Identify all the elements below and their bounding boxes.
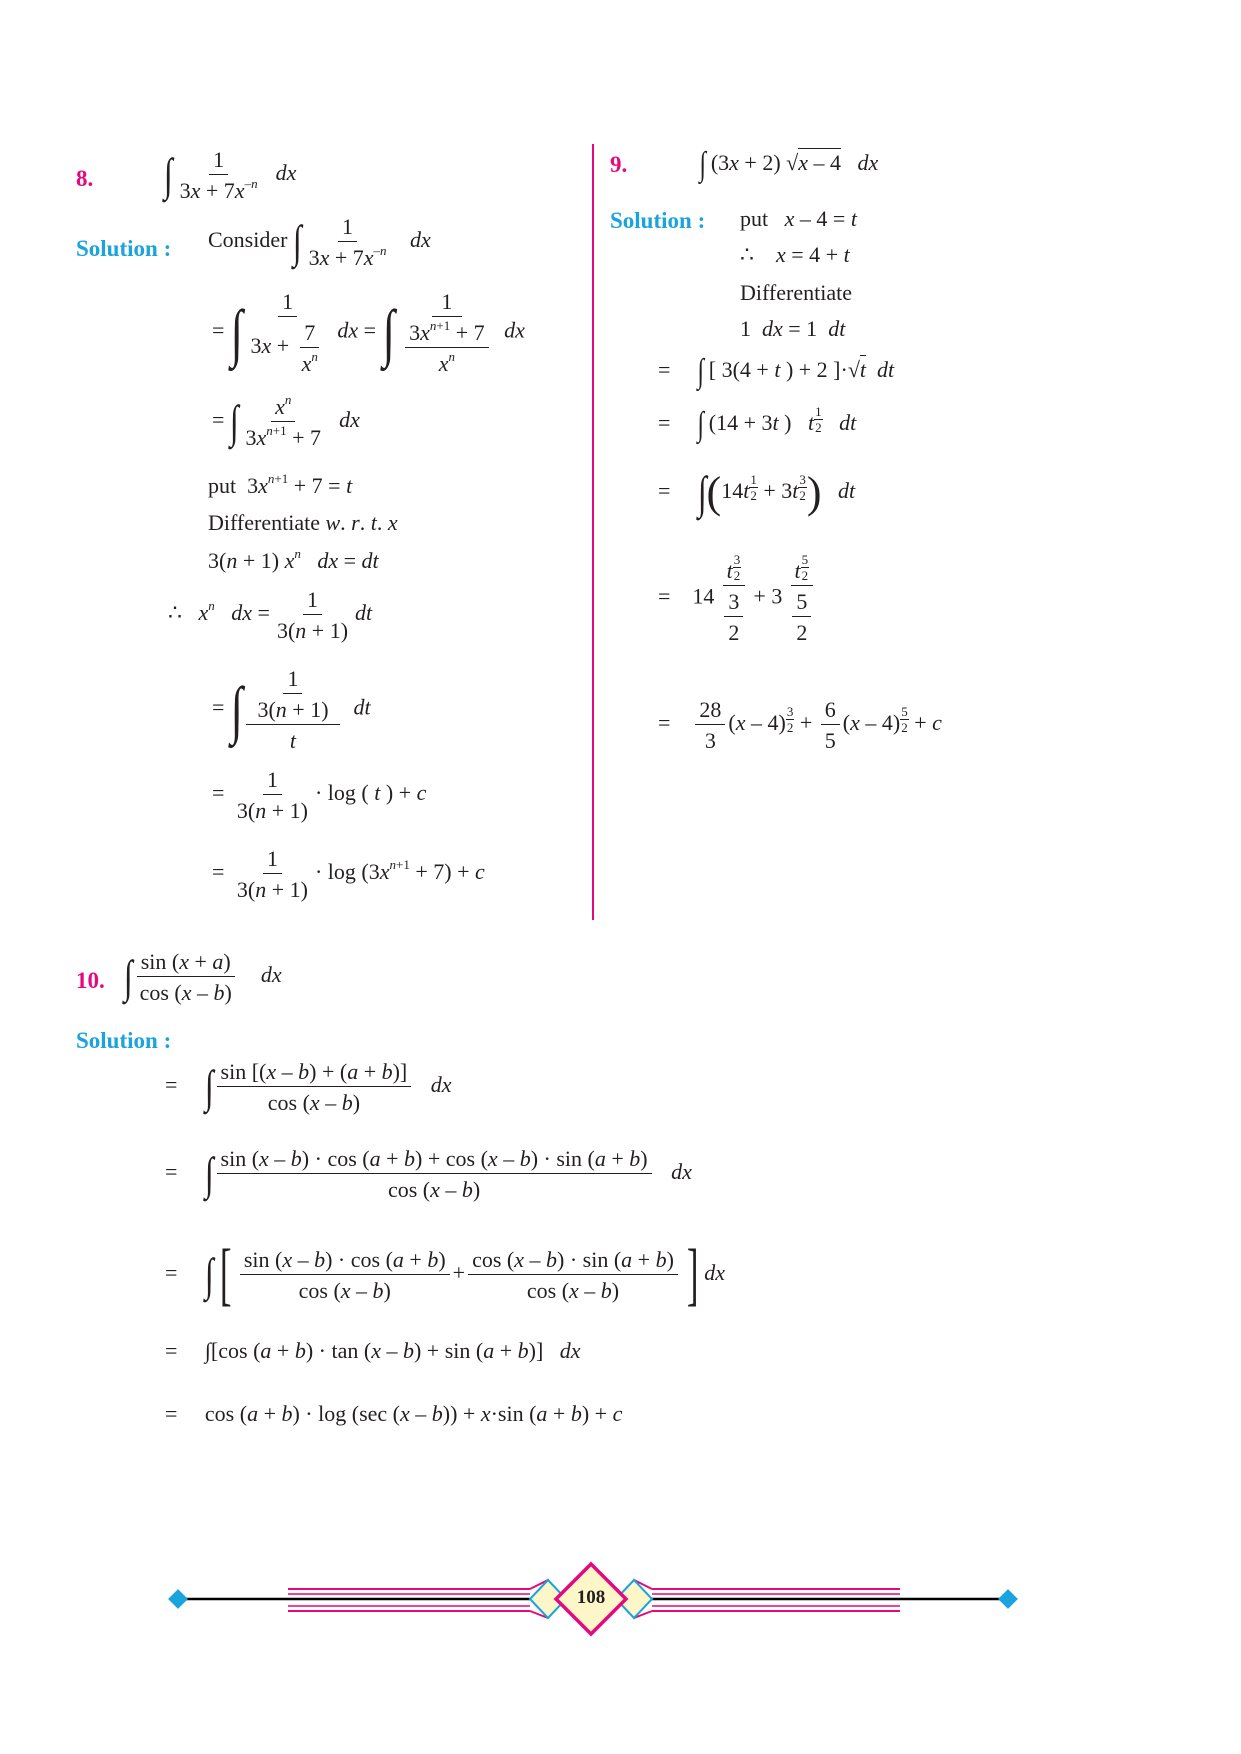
- problem-8-number: 8.: [76, 166, 94, 191]
- page-number: 108: [576, 1587, 606, 1608]
- p10-step-4: = ∫[cos (a + b) · tan (x – b) + sin (a + b)] dx: [165, 1338, 581, 1363]
- consider-text: Consider: [208, 227, 288, 253]
- p10-step-3: = ∫[ $\frac{\sin (x - b) \cdot \cos (a + b)}{\cos (x - b)}$ + $\frac{\cos (x - b) \cdot \sin (a + b)}{\cos (x - b)}$ ] dx: [165, 1236, 725, 1313]
- problem-10-number: 10.: [76, 968, 105, 993]
- p10-step-1: = ∫ $\frac{\sin [(x - b) + (a + b)]}{\cos (x - b)}$ dx: [165, 1059, 452, 1116]
- problem-9-solution-label: Solution :: [610, 208, 706, 233]
- problem-10-solution-label: Solution :: [76, 1028, 172, 1053]
- p9-step-4: = 14 t $\frac{3}{2}$ $\frac{3}{2}$ + 3 t $\frac{5}{2}$ $\frac{5}{2}$: [658, 553, 821, 644]
- problem-8-statement: ∫ $\frac{1}{3x + 7x^{-n}}$ dx: [163, 147, 297, 204]
- p8-step-2: = ∫ $\frac{x^n}{3x^{n+1} + 7}$ dx: [212, 392, 360, 451]
- problem-10-statement: ∫ $\frac{\sin (x + a)}{\cos (x - b)}$ dx: [123, 949, 282, 1006]
- p10-final-answer: = cos (a + b) · log (sec (x – b)) + x·sin (a + b) + c: [165, 1401, 623, 1426]
- p8-therefore-line: ∴ $x^n$ dx = $\frac{1}{3(n + 1)}$ dt: [168, 587, 373, 644]
- problem-9-number: 9.: [610, 152, 628, 177]
- p8-consider-line: Consider ∫ $\frac{1}{3x + 7x^{-n}}$ dx: [208, 214, 431, 271]
- p8-step-3: = ∫ $\frac{\frac{1}{3(n + 1)}}{t}$ dt: [212, 666, 371, 754]
- p8-final-answer: = $\frac{1}{3(n + 1)}$ · $\log (3x^{n+1} + 7) + c$: [212, 846, 485, 903]
- p10-step-2: = ∫ $\frac{\sin (x - b) \cdot \cos (a + b) + \cos (x - b) \cdot \sin (a + b)}{\cos (x - b)}$ dx: [165, 1146, 692, 1203]
- p9-differentiate-line: Differentiate: [740, 280, 852, 305]
- p8-step-4: = $\frac{1}{3(n + 1)}$ · log ( t ) + c: [212, 767, 427, 824]
- p8-put-line: put $3x^{n+1} + 7 = t$: [208, 471, 353, 498]
- p8-derivative-line: 3(n + 1) $x^n$ dx = dt: [208, 546, 379, 573]
- p9-x-equals-line: ∴ x = 4 + t: [740, 242, 850, 267]
- p9-final-answer: = $\frac{28}{3}$ (x – 4) $\frac{3}{2}$ + $\frac{6}{5}$ (x – 4) $\frac{5}{2}$ + c: [658, 697, 942, 754]
- p8-differentiate-line: Differentiate w. r. t. x: [208, 510, 398, 535]
- p9-put-line: put x – 4 = t: [740, 206, 857, 231]
- problem-8-solution-label: Solution :: [76, 236, 172, 261]
- p8-step-1: = ∫ 1 3x + $\frac{7}{x^n}$ dx = ∫ $\frac{1}{\frac{3x^{n+1} + 7}{x^n}}$ dx: [212, 289, 525, 377]
- p9-step-1: = ∫ [ 3(4 + t ) + 2 ]·√t dt: [658, 353, 895, 390]
- p9-step-3: = ∫(14t $\frac{1}{2}$ + 3t $\frac{3}{2}$ ) dt: [658, 467, 856, 518]
- p9-derivative-line: 1 dx = 1 dt: [740, 316, 846, 341]
- problem-9-statement: ∫ (3x + 2) √x – 4 dx: [699, 146, 879, 183]
- column-divider: [592, 144, 594, 920]
- p9-step-2: = ∫ (14 + 3t ) t $\frac{1}{2}$ dt: [658, 404, 857, 443]
